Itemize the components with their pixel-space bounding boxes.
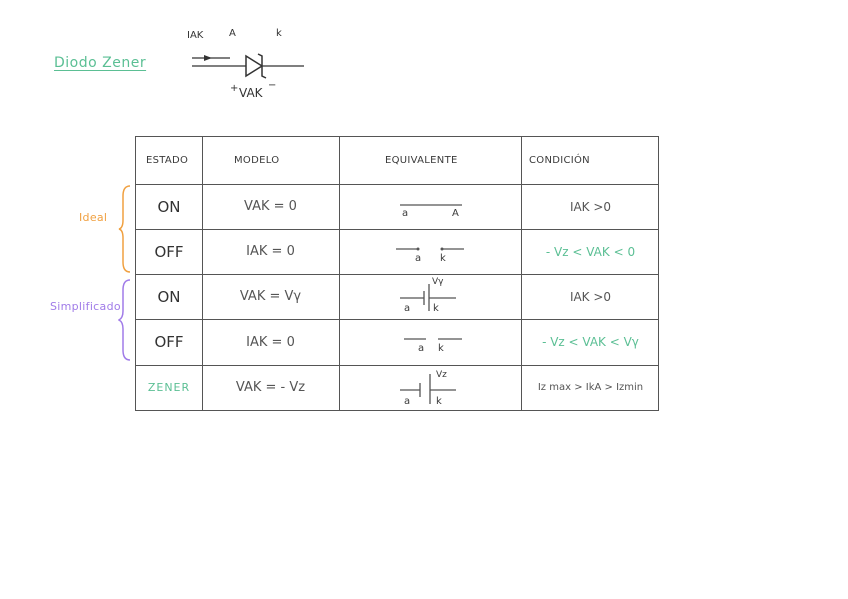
zener-diode-symbol [182,28,312,103]
estado-cell: ZENER [147,381,191,394]
terminal-a-label: a [418,343,425,354]
estado-cell: OFF [154,242,184,261]
ideal-label: Ideal [79,211,108,224]
current-label: IAK [187,30,204,41]
simplificado-label: Simplificado [50,300,121,313]
battery-icon [390,276,470,315]
terminal-k-label: A [452,207,459,219]
condicion-cell: - Vz < VAK < Vγ [542,335,639,349]
modelo-cell: VAK = 0 [244,199,297,214]
voltage-label: VAK [239,86,263,100]
source-voltage-label: Vγ [432,276,444,287]
terminal-k-label: k [433,302,439,314]
terminal-a-label: a [402,207,409,219]
zener-battery-icon [390,368,470,408]
table-row [136,319,658,365]
header-modelo: MODELO [234,155,280,166]
simplificado-bracket-icon [118,278,132,362]
condicion-cell: - Vz < VAK < 0 [545,244,636,259]
terminal-k-label: k [436,395,442,407]
terminal-k-label: k [440,252,446,264]
estado-cell: ON [157,197,181,216]
condicion-cell: Iz max > IkA > Izmin [537,382,644,393]
plus-sign: + [230,83,239,94]
header-estado: ESTADO [146,155,189,166]
zener-table [135,136,659,411]
modelo-cell: VAK = Vγ [239,289,302,304]
equivalente-cell [339,319,521,365]
open-circuit-icon [390,237,470,267]
source-voltage-label: Vz [436,369,447,380]
terminal-a-label: a [415,252,422,264]
page-title: Diodo Zener [54,55,147,71]
condicion-cell: IAK >0 [569,289,612,304]
table-row [136,365,658,410]
modelo-cell: IAK = 0 [246,244,295,259]
terminal-k-label: k [438,343,444,354]
equivalente-cell [339,365,521,410]
cathode-label: k [276,28,282,39]
equivalente-cell [339,229,521,274]
minus-sign: − [268,80,277,91]
table-header-row [136,137,658,184]
header-equivalente: EQUIVALENTE [385,155,458,166]
equivalente-cell [339,274,521,319]
open-circuit-icon [390,327,470,357]
short-circuit-icon [390,192,470,222]
ideal-bracket-icon [118,184,132,274]
terminal-a-label: a [404,302,411,314]
equivalente-cell [339,184,521,229]
header-condicion: CONDICIÓN [529,155,590,166]
table-row [136,274,658,319]
terminal-a-label: a [404,395,411,407]
estado-cell: OFF [154,333,184,351]
condicion-cell: IAK >0 [569,199,612,214]
anode-label: A [229,28,236,39]
modelo-cell: VAK = - Vz [235,380,306,395]
zener-diode-icon [182,38,312,88]
estado-cell: ON [157,287,181,306]
table-row [136,184,658,229]
table-row [136,229,658,274]
modelo-cell: IAK = 0 [246,334,295,350]
